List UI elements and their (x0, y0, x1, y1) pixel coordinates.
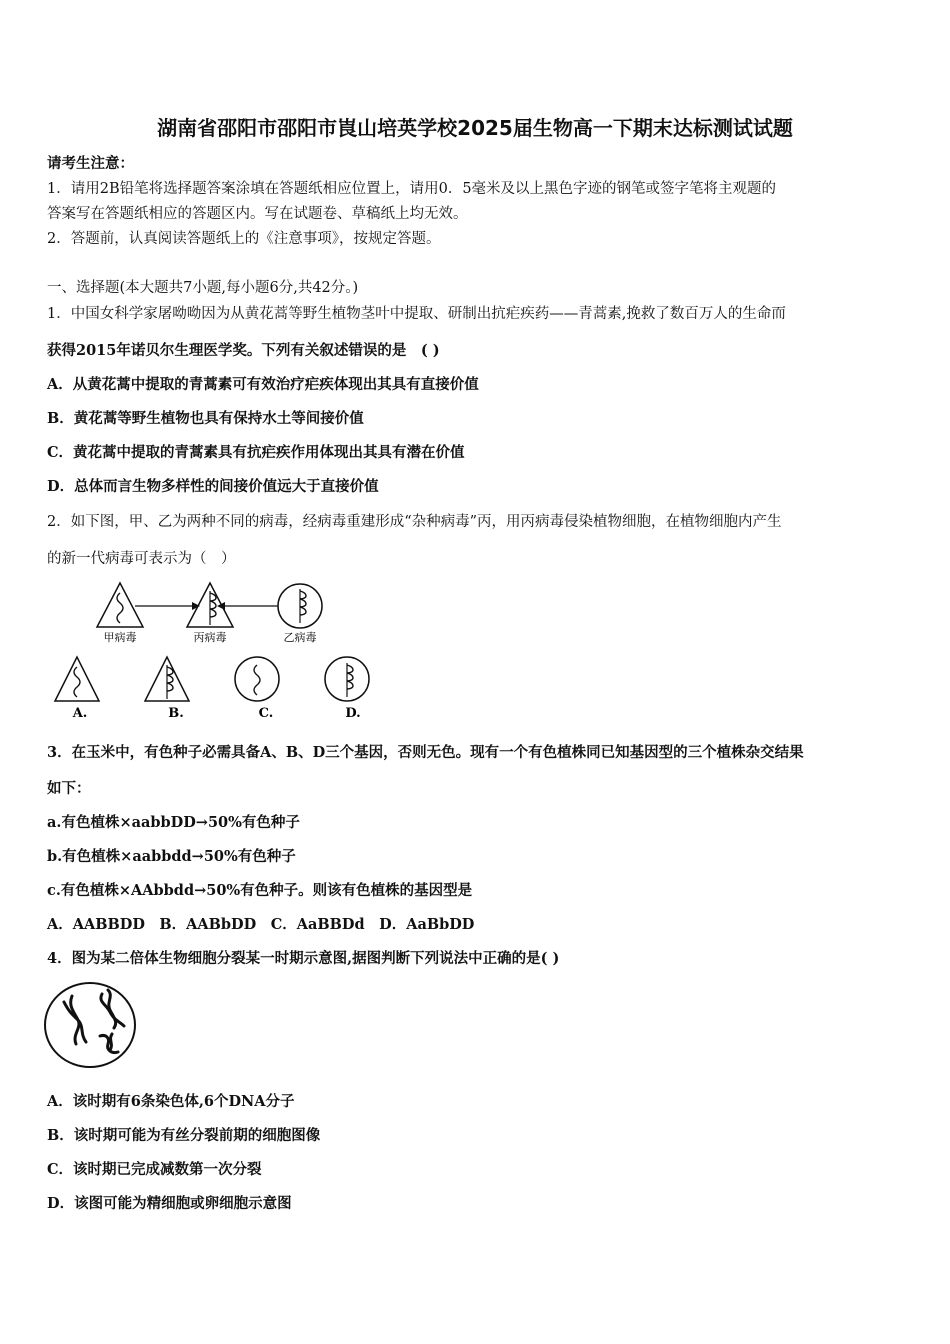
q1-option-c: C．黄花蒿中提取的青蒿素具有抗疟疾作用体现出其具有潜在价值 (47, 444, 465, 461)
q3-stem-line2: 如下： (47, 780, 91, 797)
q4-option-b: B．该时期可能为有丝分裂前期的细胞图像 (47, 1127, 321, 1144)
q3-cross-b: b.有色植株×aabbdd→50%有色种子 (47, 848, 296, 865)
fig-label-yi: 乙病毒 (283, 631, 317, 644)
virus-yi-icon (278, 584, 322, 628)
q3-stem-line1: 3．在玉米中，有色种子必需具备A、B、D三个基因，否则无色。现有一个有色植株同已知基因型的三个植株杂交结果 (47, 744, 804, 761)
option-a-icon (55, 657, 99, 701)
q4-option-a: A．该时期有6条染色体,6个DNA分子 (47, 1093, 295, 1110)
notice-item2: 2．答题前，认真阅读答题纸上的《注意事项》，按规定答题。 (47, 231, 441, 247)
option-d-icon (325, 657, 369, 701)
q1-option-b: B．黄花蒿等野生植物也具有保持水土等间接价值 (47, 410, 364, 427)
q4-option-c: C．该时期已完成减数第一次分裂 (47, 1161, 262, 1178)
q2-stem-line1: 2．如下图，甲、乙为两种不同的病毒，经病毒重建形成“杂种病毒”丙，用丙病毒侵染植物细胞，在植物细胞内产生 (47, 514, 782, 530)
option-b-icon (145, 657, 189, 701)
page-title: 湖南省邵阳市邵阳市崀山培英学校2025届生物高一下期末达标测试试题 (157, 116, 793, 140)
section-heading: 一、选择题(本大题共7小题,每小题6分,共42分。) (47, 280, 359, 296)
q1-option-d: D．总体而言生物多样性的间接价值远大于直接价值 (47, 478, 379, 495)
fig-label-bing: 丙病毒 (193, 631, 227, 644)
fig-option-a-label: A. (72, 706, 88, 721)
q2-virus-figure (40, 575, 380, 725)
fig-option-c-label: C. (258, 706, 274, 721)
q2-stem-line2: 的新一代病毒可表示为（ ） (47, 551, 236, 567)
q4-stem: 4．图为某二倍体生物细胞分裂某一时期示意图,据图判断下列说法中正确的是( ) (47, 950, 560, 967)
notice-item1-line2: 答案写在答题纸相应的答题区内。写在试题卷、草稿纸上均无效。 (47, 206, 468, 222)
q3-cross-c: c.有色植株×AAbbdd→50%有色种子。则该有色植株的基因型是 (47, 882, 473, 899)
q1-stem-line1: 1．中国女科学家屠呦呦因为从黄花蒿等野生植物茎叶中提取、研制出抗疟疾药——青蒿素,挽救了数百万人的生命而 (47, 306, 786, 322)
q4-option-d: D．该图可能为精细胞或卵细胞示意图 (47, 1195, 292, 1212)
fig-label-jia: 甲病毒 (103, 631, 137, 644)
virus-jia-icon (97, 583, 143, 627)
q1-option-a: A．从黄花蒿中提取的青蒿素可有效治疗疟疾体现出其具有直接价值 (47, 376, 479, 393)
q3-options: A．AABBDD B．AABbDD C．AaBBDd D．AaBbDD (47, 916, 475, 933)
q4-cell-figure (42, 980, 140, 1072)
q3-cross-a: a.有色植株×aabbDD→50%有色种子 (47, 814, 300, 831)
fig-option-d-label: D. (345, 706, 361, 721)
notice-heading: 请考生注意： (47, 155, 134, 172)
fig-option-b-label: B. (168, 706, 184, 721)
notice-item1-line1: 1．请用2B铅笔将选择题答案涂填在答题纸相应位置上，请用0．5毫米及以上黑色字迹的钢笔或签字笔将主观题的 (47, 181, 777, 197)
q1-stem-line2: 获得2015年诺贝尔生理医学奖。下列有关叙述错误的是 ( ) (47, 342, 440, 359)
option-c-icon (235, 657, 279, 701)
